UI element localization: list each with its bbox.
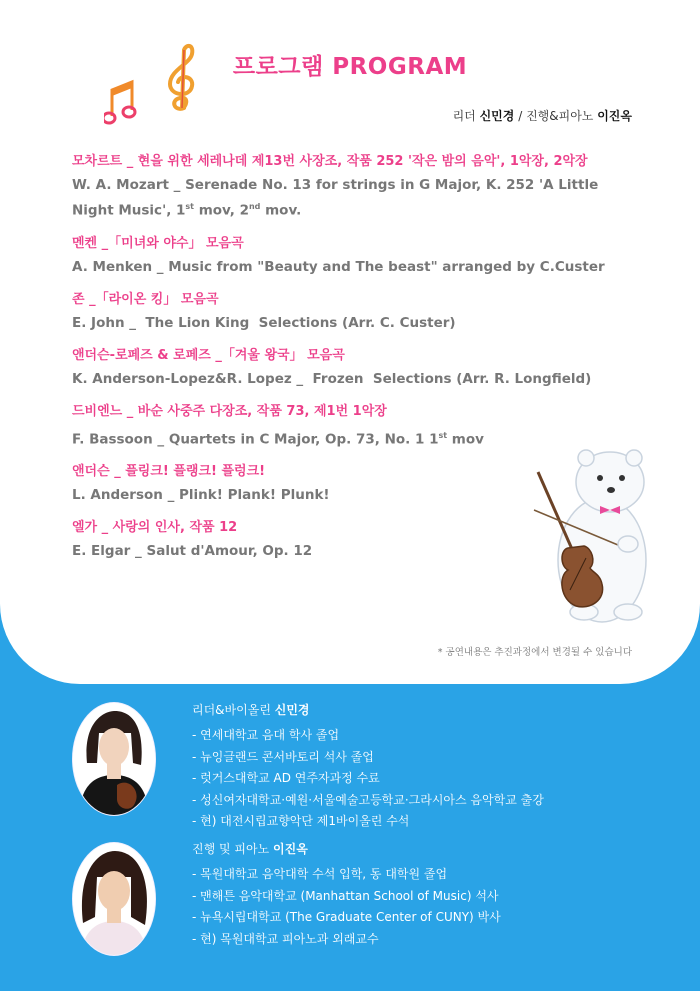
bio-line: - 맨해튼 음악대학교 (Manhattan School of Music) 석사 (192, 888, 499, 903)
page-title: 프로그램 PROGRAM (232, 54, 468, 80)
bio-line: - 럿거스대학교 AD 연주자과정 수료 (192, 771, 380, 785)
bio-leader (192, 702, 544, 833)
piece-title-en: F. Bassoon _ Quartets in C Major, Op. 73, No. 1 1st mov (72, 430, 484, 447)
leader-name: 신민경 (479, 109, 515, 123)
bio-line: - 뉴잉글랜드 콘서바토리 석사 졸업 (192, 749, 374, 764)
bio-heading: 리더&바이올린 신민경 (192, 703, 310, 717)
piece-title-kr: 앤더슨 _ 플링크! 플랭크! 플렁크! (72, 464, 266, 479)
bio-line: - 목원대학교 음악대학 수석 입학, 동 대학원 졸업 (192, 867, 448, 881)
piece-title-en: E. Elgar _ Salut d'Amour, Op. 12 (72, 543, 313, 559)
piece-title-kr: 멘켄 _「미녀와 야수」 모음곡 (72, 235, 244, 251)
piece-title-en: A. Menken _ Music from "Beauty and The beast" arranged by C.Custer (72, 258, 605, 275)
host-name: 이진옥 (597, 109, 632, 123)
piece-title-en: L. Anderson _ Plink! Plank! Plunk! (72, 487, 330, 503)
program-item (72, 290, 642, 334)
program-item (72, 346, 642, 390)
piece-title-en: W. A. Mozart _ Serenade No. 13 for strings in G Major, K. 252 'A Little Night Music', 1st mov, 2nd mov. (72, 177, 599, 219)
bio-line: - 성신여자대학교·예원·서울예술고등학교·그라시아스 음악학교 출강 (192, 792, 544, 807)
piece-title-kr: 앤더슨-로페즈 & 로페즈 _「겨울 왕국」 모음곡 (72, 347, 345, 363)
bio-heading: 진행 및 피아노 이진옥 (192, 842, 308, 856)
piece-title-kr: 엘가 _ 사랑의 인사, 작품 12 (72, 520, 238, 535)
bio-line: - 뉴욕시립대학교 (The Graduate Center of CUNY) 박사 (192, 910, 501, 924)
leader-role: 리더 (452, 109, 476, 123)
credits-line (453, 107, 632, 124)
violinist-portrait (72, 702, 156, 816)
music-note-icon (104, 78, 138, 128)
piece-title-en: K. Anderson-Lopez&R. Lopez _ Frozen Selections (Arr. R. Longfield) (72, 370, 592, 387)
bio-host (192, 841, 501, 950)
credits-separator: / (518, 109, 523, 123)
host-role: 진행&피아노 (526, 109, 594, 123)
polar-bear-cello-illustration (530, 440, 660, 635)
pianist-portrait (72, 842, 156, 956)
piece-title-kr: 존 _「라이온 킹」 모음곡 (72, 291, 219, 307)
footnote: * 공연내용은 추진과정에서 변경될 수 있습니다 (437, 647, 632, 658)
piece-title-kr: 모차르트 _ 현을 위한 세레나데 제13번 사장조, 작품 252 '작은 밤의 음악', 1악장, 2악장 (72, 154, 588, 169)
program-item (72, 234, 642, 278)
bio-line: - 현) 목원대학교 피아노과 외래교수 (192, 931, 379, 946)
bio-line: - 연세대학교 음대 학사 졸업 (192, 728, 340, 742)
piece-title-en: E. John _ The Lion King Selections (Arr. C. Custer) (72, 314, 456, 331)
piece-title-kr: 드비엔느 _ 바순 사중주 다장조, 작품 73, 제1번 1악장 (72, 403, 387, 419)
program-item (72, 152, 642, 222)
bio-line: - 현) 대전시립교향악단 제1바이올린 수석 (192, 814, 410, 828)
